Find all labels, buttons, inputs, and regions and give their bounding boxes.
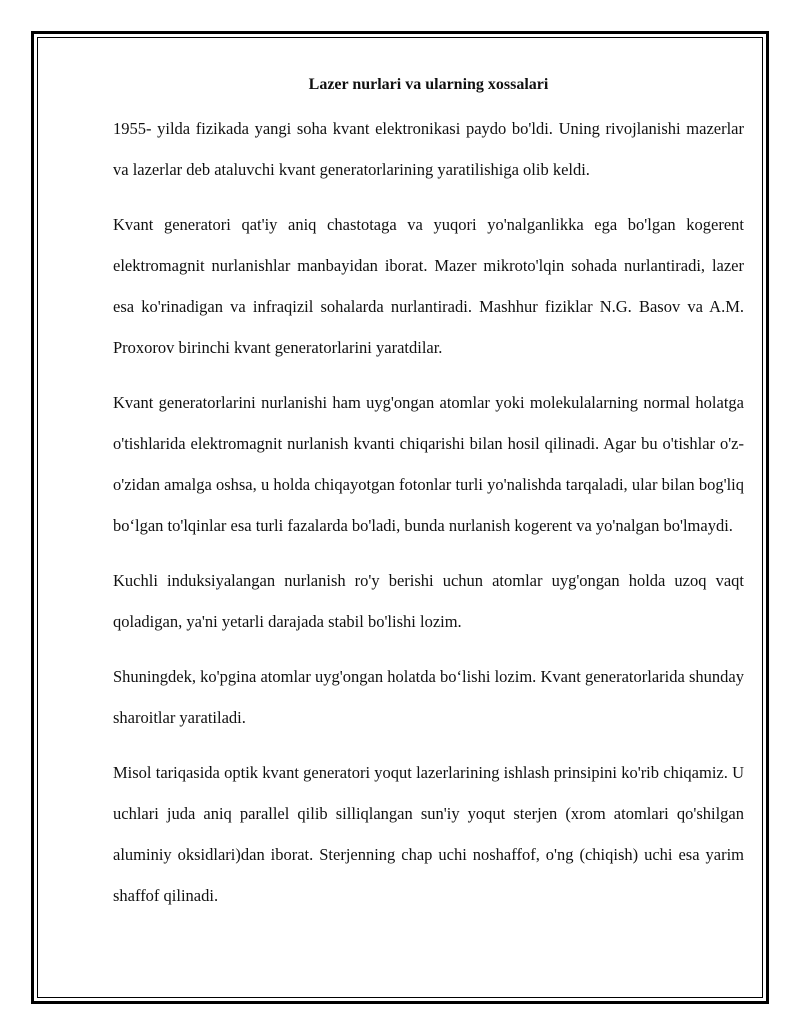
paragraph-1: 1955- yilda fizikada yangi soha kvant elektronikasi paydo bo'ldi. Uning rivojlanishi mazerlar va lazerlar deb ataluvchi kvant generatorlarining yaratilishiga olib keldi. xyxy=(113,119,744,179)
document-title: Lazer nurlari va ularning xossalari xyxy=(308,76,549,93)
paragraph-4: Kuchli induksiyalangan nurlanish ro'y berishi uchun atomlar uyg'ongan holda uzoq vaqt qoladigan, ya'ni yetarli darajada stabil bo'lishi lozim. xyxy=(113,571,744,631)
document-body xyxy=(113,62,744,916)
paragraph-2: Kvant generatori qat'iy aniq chastotaga va yuqori yo'nalganlikka ega bo'lgan kogerent elektromagnit nurlanishlar manbayidan iborat. Mazer mikroto'lqin sohada nurlantiradi, lazer esa ko'rinadigan va infraqizil sohalarda nurlantiradi. Mashhur fiziklar N.G. Basov va A.M. Proxorov birinchi kvant generatorlarini yaratdilar. xyxy=(113,215,744,357)
paragraph-6: Misol tariqasida optik kvant generatori yoqut lazerlarining ishlash prinsipini ko'rib chiqamiz. U uchlari juda aniq parallel qilib silliqlangan sun'iy yoqut sterjen (xrom atomlari qo'shilgan aluminiy oksidlari)dan iborat. Sterjenning chap uchi noshaffof, o'ng (chiqish) uchi esa yarim shaffof qilinadi. xyxy=(113,763,744,905)
paragraph-5: Shuningdek, ko'pgina atomlar uyg'ongan holatda bo‘lishi lozim. Kvant generatorlarida shunday sharoitlar yaratiladi. xyxy=(113,667,744,727)
paragraph-3: Kvant generatorlarini nurlanishi ham uyg'ongan atomlar yoki molekulalarning normal holatga o'tishlarida elektromagnit nurlanish kvanti chiqarishi bilan hosil qilinadi. Agar bu o'tishlar o'z-o'zidan amalga oshsa, u holda chiqayotgan fotonlar turli yo'nalishda tarqaladi, ular bilan bog'liq bo‘lgan to'lqinlar esa turli fazalarda bo'ladi, bunda nurlanish kogerent va yo'nalgan bo'lmaydi. xyxy=(113,393,744,535)
